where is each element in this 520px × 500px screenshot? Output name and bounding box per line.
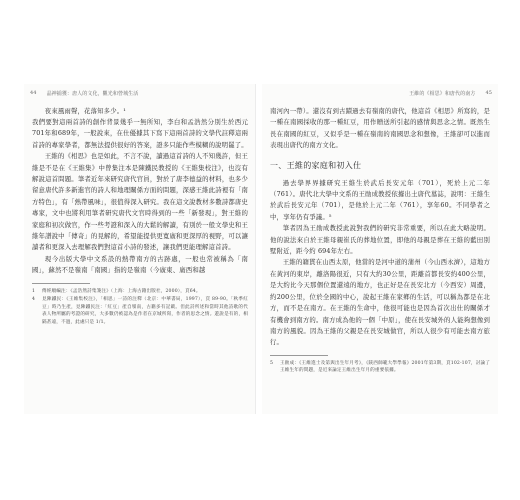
paragraph: 南河內一帶）。還沒有到古蹟過去有嶺南的唐代，他這首《相思》所寫的，是一種在南國採收的那一種紅豆，用作贈送所引起的感情與思念之情。既然生長在南國的紅豆，又似乎是一種在嶺南的南國思念和想像，王維卻可以進而表現出唐代的南方文化。 [270,107,490,150]
running-title: 晶神捕獲：唐人的文化，觀光和營城生活 [46,90,139,97]
paragraph: 過去學界界據研究王維生於武后長安元年（701），死於上元二年（761）。唐代北大學中文系的王勛成教授依據出土唐代墓誌，說明：王維生於武后長安元年（701），是他於上元二年（761），享年60。不同學者之中，享年仍有爭議。⁵ [270,178,490,221]
footnote-number: 5 [270,360,274,366]
footnote [32,296,248,326]
section-heading: 一、王維的家庭和初入仕 [270,160,362,170]
running-title: 王維的《相思》和唐代的南方 [409,90,476,97]
footnote-number: 1 [32,288,36,294]
page-number: 45 [485,89,492,96]
footnote [270,360,490,375]
paragraph: 我們要對這兩首詩的創作背景幾乎一無所知，李白和孟浩然分別生於西元701年和689年，一般說來，在仕優據其下寫下這兩首詩的文學代註釋這兩首詩的專家學者，都無法提供很好的答案，證多只能作些模糊的說明罷了。 [32,118,248,149]
right-page-body [270,106,490,408]
paragraph: 王維的《相思》也是如此，不言不說，讀過這首詩的人不知幾許，但王維是不是在《王維集》中曾集注本是陳鐵民教授的《王維集校注》，也沒有解說這首問題。筆者近年來研究唐代官員，對於了唐李德益的材料，也多少留意唐代許多新進官的詩人和地理關係方面的問題，深感王維此詩裡有「南方特色」，有「熱帶風味」，很值得深入研究。我在這文說教材多數詩都唐史專家，文中也將利用筆者研究唐代文官時得到的一些「新發現」，對王維的家庭和初次做官，作一些考證和深入的大鬆的解讀，有別於一般文學史和王維年譜說中「傳奇」的見解的，希望能提供更寬廣和更深厚的視野，可以讓讀者和更深入去理解我們對這首小詩的發述，讓我們更能理解這首詩。 [32,152,248,252]
left-page-body [32,106,248,408]
paragraph: 王維的籍貫在山西太原，他當的是河中道的蒲州（今山西永濟），這地方在黃河的東岸，離洛陽很近，只有大約30公里，距離首都長安約400公里，是大約比今天那個位置還遠的地方，也正好是在長安北方（今西安）周邊，約200公里，位於全國的中心，說起王維在家鄉的生活，可以稱為都是在北方，而不是在南方。在王維的生命中，他很可能也是因為首次出仕的關係才有機會到南方的。南方成為他的一個「中原」，使在長安城外的人能夠想像到南方的風貌。因為王維的父親是在長安城做官，所以人很少有可能去南方旅行。 [270,258,490,347]
footnote-divider [32,283,90,284]
left-page [24,84,256,414]
footnote-text: 王勛成：《王維進士及第與出生年月考》，《陝西師範大學學報》2001年第3期，頁102-107，討論了王維生年的問題，是近來論定王維出生年月的重要依據。 [280,360,490,374]
paragraph: 現今出版大學中文系設的熱帶南方的古跡處，一般也常被稱為「南國」，蘇然不是嶺南「南國」指的是嶺南（今廣東、廣西和越 [32,254,248,275]
page-number: 44 [30,89,37,96]
right-page [262,84,498,414]
footnote [32,288,248,296]
footnotes [32,288,248,327]
footnotes [270,360,490,375]
footnote-text: 見陳鐵民：《王維集校注》，「相思」一詩的注釋（北京：中華書局，1997），頁 89-90。「秋季紅豆」時乃生產，見陳鐵民注：「紅豆」產自嶺南，古籍多有記載。但此詩所述和當時其他詩歌的代表人物所屬的考證的研究，大多數仍被認為是作者在京城所寫，作者的思念之情。遊說是有的，相隔甚遠，不過，此處只是 1/1。 [42,297,248,326]
poem-line: 夜來風雨聲，花落知多少。¹ [44,107,126,115]
paragraph: 筆者因為王勛成教授此說對我們的研究非常重要，所以在此大略說明。他的說法來自於王維母親崔氏的葬地位置，即他的母親是葬在王維的藍田別墅附近，距今約 694年左右。 [270,224,490,256]
left-page-header [30,88,250,98]
footnote-number: 4 [32,297,36,303]
footnote-text: 傅經順編注：《孟浩然詩集箋注》（上海：上海古籍出版社，2000），頁64。 [42,288,201,294]
right-page-header [268,88,492,98]
footnote-divider [270,355,328,356]
